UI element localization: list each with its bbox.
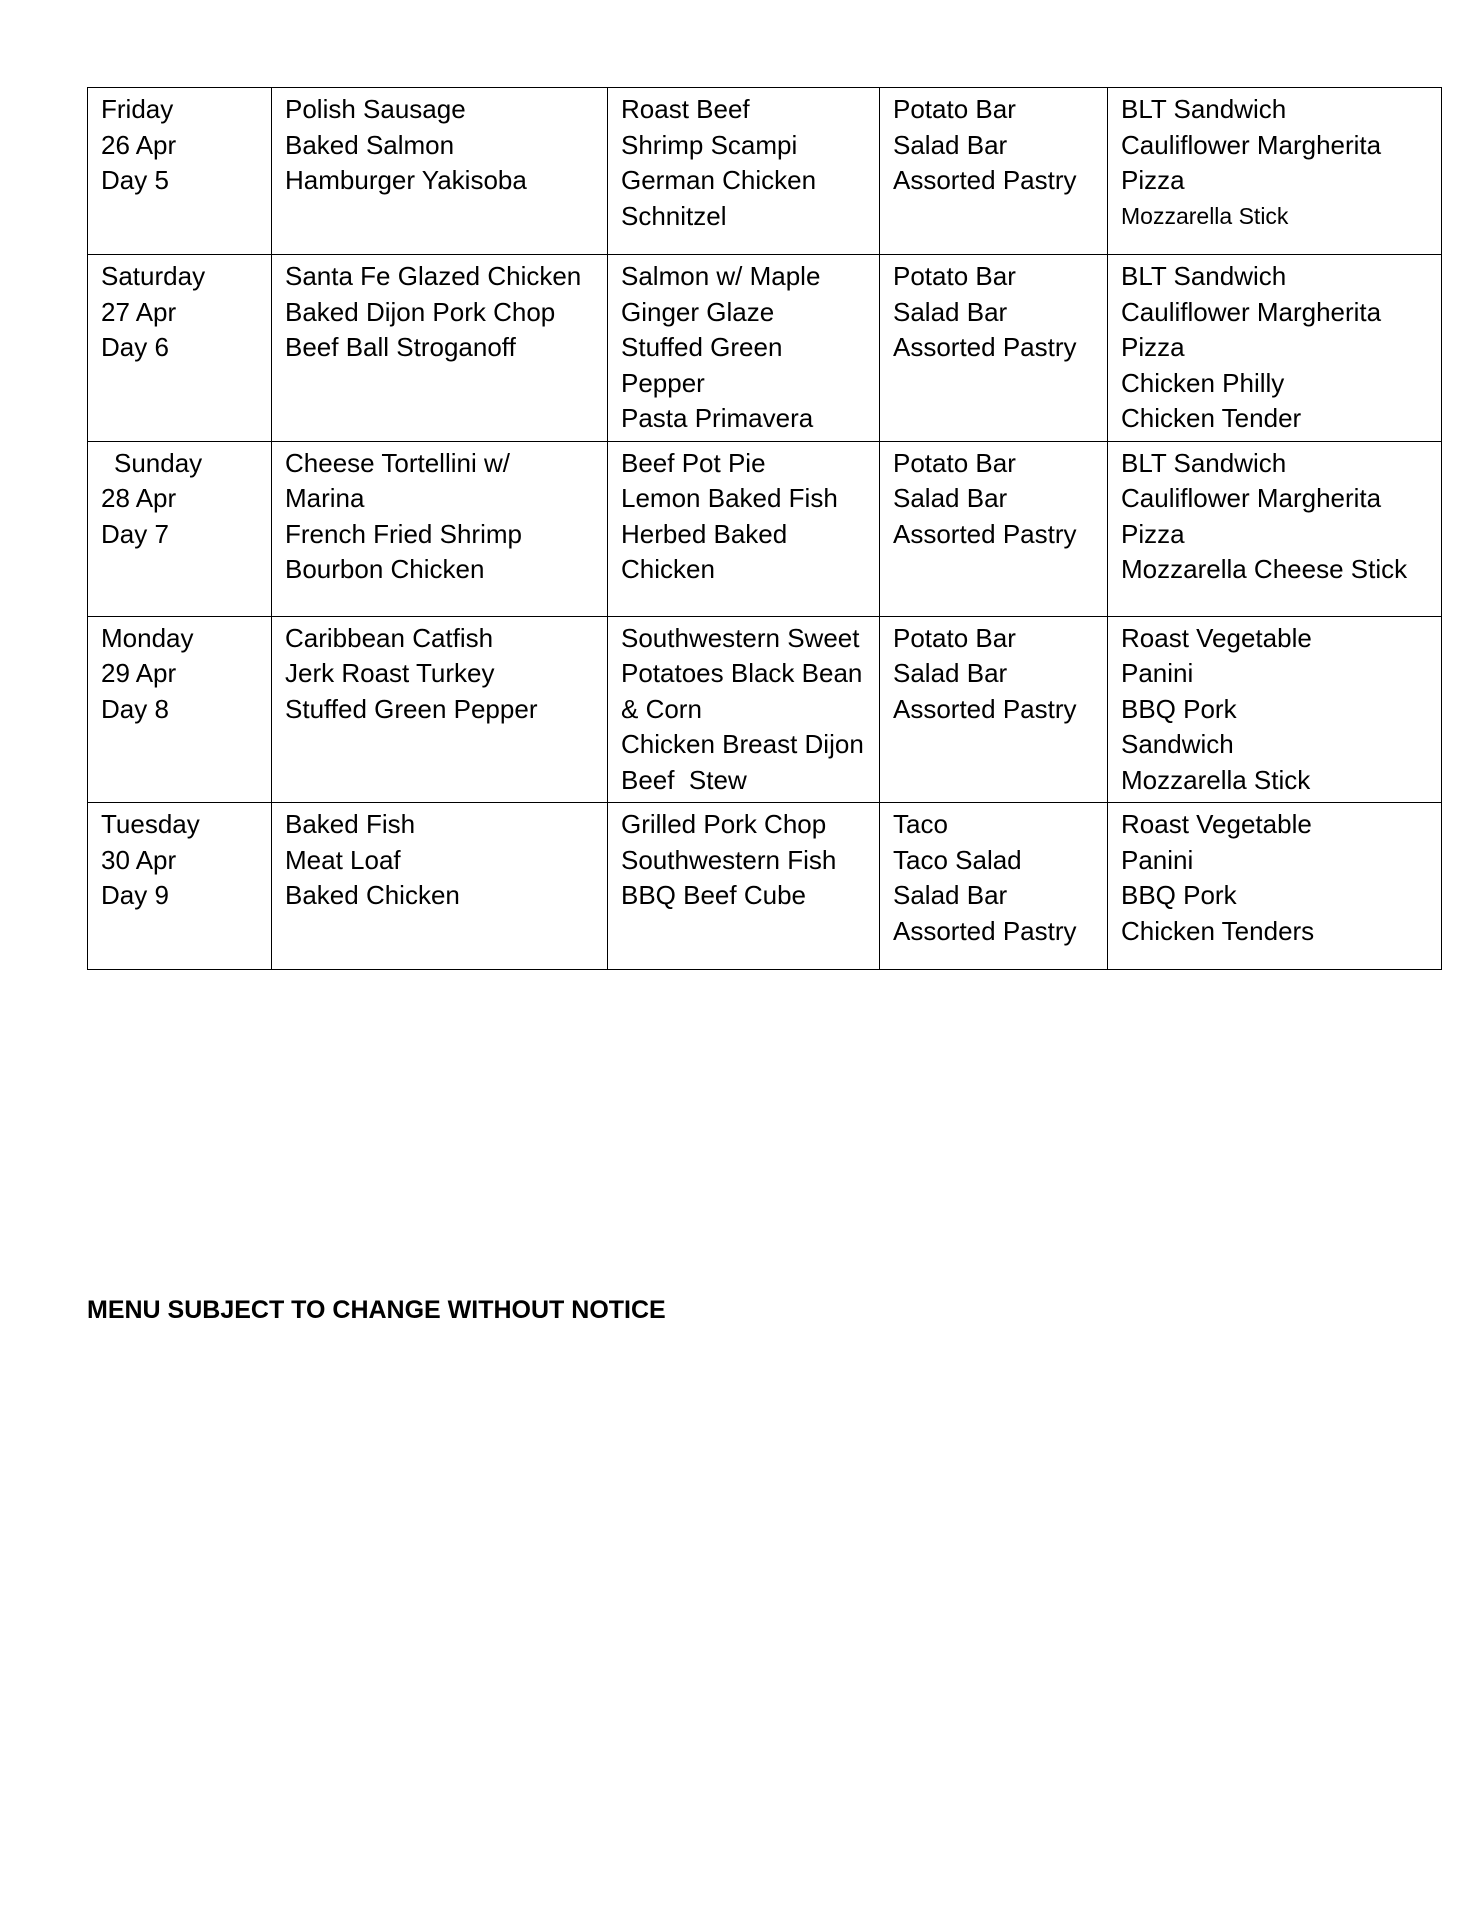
day-name: Saturday	[101, 261, 206, 291]
menu-item: Beef Pot Pie	[621, 447, 766, 478]
main-course-cell	[272, 88, 608, 255]
menu-item: Salad Bar	[893, 658, 1008, 688]
menu-item: Stuffed Green Pepper	[285, 693, 538, 724]
day-cell	[88, 441, 272, 616]
day-name: Friday	[101, 94, 174, 124]
day-number: Day 8	[101, 693, 169, 724]
menu-notice: MENU SUBJECT TO CHANGE WITHOUT NOTICE	[87, 1296, 666, 1324]
bars-cell	[880, 88, 1108, 255]
day-date: 26 Apr	[101, 129, 177, 160]
menu-item: Roast Vegetable	[1121, 809, 1312, 839]
table-row	[88, 88, 1442, 255]
grill-cell	[1108, 88, 1442, 255]
menu-item: Meat Loaf	[285, 844, 401, 875]
menu-item: Taco Salad	[893, 844, 1022, 875]
main-course-cell	[272, 616, 608, 803]
menu-item: Salmon w/ Maple	[621, 261, 821, 291]
menu-item: Grilled Pork Chop	[621, 809, 827, 839]
bars-cell	[880, 255, 1108, 442]
day-date: 30 Apr	[101, 844, 177, 875]
day-date: 28 Apr	[101, 483, 177, 513]
menu-item: Sandwich	[1121, 729, 1234, 759]
menu-item: BBQ Pork	[1121, 880, 1237, 910]
main-course-cell	[272, 803, 608, 970]
second-course-cell	[608, 88, 880, 255]
menu-item: Caribbean Catfish	[285, 622, 494, 653]
menu-item: & Corn	[621, 693, 702, 724]
menu-item: Taco	[893, 809, 948, 839]
table-row	[88, 803, 1442, 970]
menu-item: Chicken Philly	[1121, 367, 1285, 398]
menu-item: Panini	[1121, 844, 1194, 875]
menu-item: Chicken Tender	[1121, 403, 1302, 433]
menu-item: Marina	[285, 483, 365, 513]
table-row	[88, 441, 1442, 616]
day-number: Day 7	[101, 518, 169, 549]
menu-item: Chicken Breast Dijon	[621, 729, 864, 759]
menu-item: Potato Bar	[893, 94, 1016, 124]
menu-item: Potato Bar	[893, 622, 1016, 653]
second-course-cell	[608, 255, 880, 442]
bars-cell	[880, 803, 1108, 970]
menu-item: BLT Sandwich	[1121, 447, 1287, 478]
menu-item: Chicken Tenders	[1121, 915, 1315, 946]
menu-item: Santa Fe Glazed Chicken	[285, 261, 582, 291]
menu-item: Stuffed Green	[621, 332, 783, 362]
menu-item: Pizza	[1121, 165, 1185, 195]
menu-item: Baked Salmon	[285, 129, 455, 160]
day-cell	[88, 255, 272, 442]
menu-item: Cheese Tortellini w/	[285, 447, 510, 478]
menu-item: Assorted Pastry	[893, 518, 1077, 549]
menu-item: Cauliflower Margherita	[1121, 296, 1382, 327]
menu-item: Mozzarella Stick	[1121, 202, 1289, 229]
day-date: 27 Apr	[101, 296, 177, 327]
menu-item: Roast Vegetable	[1121, 622, 1312, 653]
main-course-cell	[272, 255, 608, 442]
menu-item: Beef Ball Stroganoff	[285, 332, 516, 362]
day-number: Day 5	[101, 165, 169, 195]
menu-item: Mozzarella Stick	[1121, 764, 1311, 795]
menu-item: French Fried Shrimp	[285, 518, 522, 549]
menu-item: Baked Dijon Pork Chop	[285, 296, 556, 327]
menu-item: Schnitzel	[621, 200, 727, 231]
day-name: Sunday	[114, 447, 203, 478]
menu-item: Cauliflower Margherita	[1121, 483, 1382, 513]
table-row	[88, 255, 1442, 442]
day-date: 29 Apr	[101, 658, 177, 688]
menu-table	[87, 87, 1442, 970]
menu-item: German Chicken	[621, 165, 817, 195]
bars-cell	[880, 616, 1108, 803]
menu-item: Chicken	[621, 554, 715, 584]
menu-item: BBQ Beef Cube	[621, 880, 806, 910]
menu-item: Panini	[1121, 658, 1194, 688]
menu-item: Assorted Pastry	[893, 693, 1077, 724]
menu-item: Salad Bar	[893, 483, 1008, 513]
menu-item: Ginger Glaze	[621, 296, 775, 327]
main-course-cell	[272, 441, 608, 616]
menu-item: Southwestern Sweet	[621, 622, 860, 653]
menu-item: Assorted Pastry	[893, 915, 1077, 946]
day-number: Day 6	[101, 332, 169, 362]
menu-item: Pizza	[1121, 332, 1185, 362]
day-number: Day 9	[101, 880, 169, 910]
menu-item: BBQ Pork	[1121, 693, 1237, 724]
menu-item: Beef Stew	[621, 764, 747, 795]
day-name: Monday	[101, 622, 194, 653]
menu-item: Assorted Pastry	[893, 165, 1077, 195]
menu-item: Cauliflower Margherita	[1121, 129, 1382, 160]
menu-item: Bourbon Chicken	[285, 554, 485, 584]
grill-cell	[1108, 255, 1442, 442]
menu-item: Herbed Baked	[621, 518, 788, 549]
table-row	[88, 616, 1442, 803]
menu-item: Shrimp Scampi	[621, 129, 798, 160]
menu-item: Pepper	[621, 367, 705, 398]
menu-item: Salad Bar	[893, 129, 1008, 160]
menu-item: Salad Bar	[893, 296, 1008, 327]
menu-item: Pasta Primavera	[621, 403, 814, 433]
menu-item: Polish Sausage	[285, 94, 466, 124]
menu-item: Salad Bar	[893, 880, 1008, 910]
menu-item: Potato Bar	[893, 447, 1016, 478]
menu-item: Roast Beef	[621, 94, 750, 124]
menu-item: BLT Sandwich	[1121, 94, 1287, 124]
grill-cell	[1108, 441, 1442, 616]
menu-item: Southwestern Fish	[621, 844, 837, 875]
menu-item: Pizza	[1121, 518, 1185, 549]
second-course-cell	[608, 441, 880, 616]
bars-cell	[880, 441, 1108, 616]
menu-item: BLT Sandwich	[1121, 261, 1287, 291]
day-cell	[88, 88, 272, 255]
menu-item: Baked Chicken	[285, 880, 460, 910]
day-name: Tuesday	[101, 809, 200, 839]
day-cell	[88, 616, 272, 803]
second-course-cell	[608, 803, 880, 970]
grill-cell	[1108, 803, 1442, 970]
menu-item: Mozzarella Cheese Stick	[1121, 554, 1408, 584]
menu-item: Jerk Roast Turkey	[285, 658, 495, 688]
second-course-cell	[608, 616, 880, 803]
menu-item: Lemon Baked Fish	[621, 483, 838, 513]
menu-item: Baked Fish	[285, 809, 416, 839]
menu-item: Potatoes Black Bean	[621, 658, 863, 688]
menu-item: Hamburger Yakisoba	[285, 165, 527, 195]
grill-cell	[1108, 616, 1442, 803]
menu-item: Assorted Pastry	[893, 332, 1077, 362]
day-cell	[88, 803, 272, 970]
menu-item: Potato Bar	[893, 261, 1016, 291]
